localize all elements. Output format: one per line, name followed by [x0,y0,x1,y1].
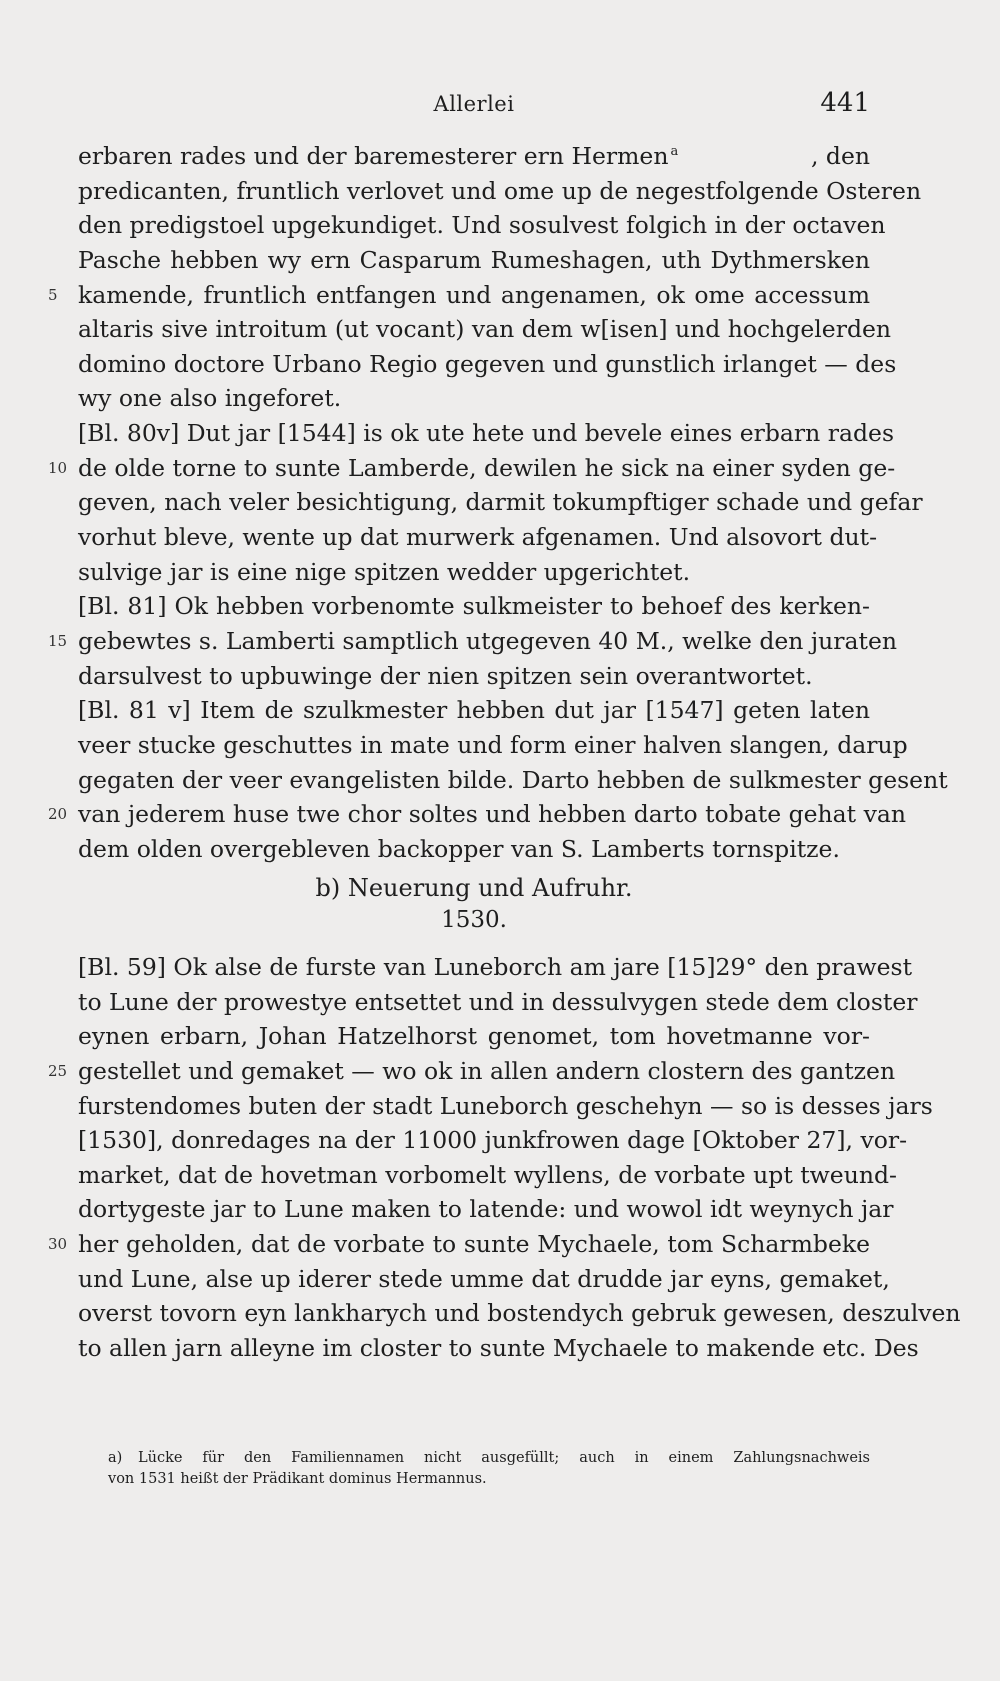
line-text: [Bl. 80v] Dut jar [1544] is ok ute hete und bevele eines erbarn rades [78,419,895,448]
text-line [78,1089,933,1124]
line-text: kamende, fruntlich entfangen und angenamen, ok ome accessum [78,280,870,309]
text-line [78,1019,870,1054]
footnote-label: a) [108,1450,123,1466]
page-number: 441 [820,88,870,118]
text-line [78,693,870,728]
footnote-text: von 1531 heißt der Prädikant dominus Hermannus. [108,1471,487,1487]
text-line [78,555,870,590]
text-line [78,950,913,985]
line-text: market, dat de hovetman vorbomelt wyllens, de vorbate upt tweund- [78,1160,897,1189]
text-line [78,589,870,624]
line-text: dortygeste jar to Lune maken to latende: und wowol idt weynych jar [78,1195,894,1224]
text-line [78,208,886,243]
line-number: 15 [48,631,68,650]
text-line [78,243,870,278]
text-block-neuerung [48,950,961,1366]
text-line [48,624,898,659]
running-head [78,86,870,126]
text-block-allerlei [48,139,948,866]
text-line [48,1227,870,1262]
footnote-line [78,1448,870,1469]
line-text: [1530], donredages na der 11000 junkfrowen dage [Oktober 27], vor- [78,1126,908,1155]
line-text: [Bl. 81] Ok hebben vorbenomte sulkmeister to behoef des kerken- [78,592,870,621]
line-number: 25 [48,1061,68,1080]
line-text: to allen jarn alleyne im closter to sunte Mychaele to makende etc. Des [78,1334,919,1363]
text-line [78,485,923,520]
text-line [78,174,922,209]
text-line [78,985,918,1020]
line-text: dem olden overgebleven backopper van S. Lamberts tornspitze. [78,834,840,863]
line-text: Pasche hebben wy ern Casparum Rumeshagen, uth Dythmersken [78,245,870,274]
line-text: de olde torne to sunte Lamberde, dewilen he sick na einer syden ge- [78,453,896,482]
text-line [78,312,892,347]
line-text: altaris sive introitum (ut vocant) van dem w[isen] und hochgelerden [78,315,892,344]
line-number: 10 [48,458,68,477]
text-line [78,659,870,694]
footnote-text: Lücke für den Familiennamen nicht ausgefüllt; auch in einem Zahlungsnachweis [138,1450,870,1466]
text-line [78,1331,919,1366]
text-line [78,1158,897,1193]
line-text: geven, nach veler besichtigung, darmit tokumpftiger schade und gefar [78,488,923,517]
line-text: overst tovorn eyn lankharych und bostendych gebruk gewesen, deszulven [78,1299,961,1328]
text-line [78,416,895,451]
running-title: Allerlei [433,92,515,116]
text-line [78,520,878,555]
line-text: und Lune, alse up iderer stede umme dat drudde jar eyns, gemaket, [78,1264,890,1293]
text-line [48,797,906,832]
text-line [78,1262,890,1297]
text-line [78,763,948,798]
section-heading [78,872,870,936]
section-title: b) Neuerung und Aufruhr. [315,874,633,902]
text-line [78,347,897,382]
text-line [78,1192,894,1227]
line-text: gestellet und gemaket — wo ok in allen andern clostern des gantzen [78,1056,896,1085]
line-text: predicanten, fruntlich verlovet und ome up de negestfolgende Osteren [78,176,922,205]
footnotes [78,1448,870,1490]
text-line [78,139,870,174]
line-text: her geholden, dat de vorbate to sunte Mychaele, tom Scharmbeke [78,1230,870,1259]
line-text: [Bl. 59] Ok alse de furste van Luneborch am jare [15]29° den prawest [78,953,913,981]
text-line [78,728,908,763]
line-text: den predigstoel upgekundiget. Und sosulvest folgich in der octaven [78,211,886,240]
text-line [78,1123,908,1158]
text-line [48,451,896,486]
line-text: to Lune der prowestye entsettet und in dessulvygen stede dem closter [78,987,918,1016]
text-line [78,832,870,867]
text-line [48,278,870,313]
section-year: 1530. [441,907,507,933]
line-text: darsulvest to upbuwinge der nien spitzen sein overantwortet. [78,661,813,690]
line-text: [Bl. 81 v] Item de szulkmester hebben dut jar [1547] geten laten [78,696,870,725]
line-text: vorhut bleve, wente up dat murwerk afgenamen. Und alsovort dut- [78,523,878,552]
line-text: veer stucke geschuttes in mate und form einer halven slangen, darup [78,730,908,759]
text-line [78,381,870,416]
text-line [78,1296,961,1331]
line-text: erbaren rades und der baremesterer ern Hermen [78,142,669,170]
line-text: gebewtes s. Lamberti samptlich utgegeven 40 M., welke den juraten [78,626,898,655]
line-number: 5 [48,285,58,304]
footnote-line [78,1469,870,1490]
line-text: wy one also ingeforet. [78,384,342,413]
line-text: domino doctore Urbano Regio gegeven und gunstlich irlanget — des [78,349,897,378]
line-number: 20 [48,805,68,824]
line-text: van jederem huse twe chor soltes und hebben darto tobate gehat van [78,800,906,829]
line-number: 30 [48,1235,68,1254]
line-text: gegaten der veer evangelisten bilde. Darto hebben de sulkmester gesent [78,765,948,794]
footnote-marker: a [670,144,679,160]
line-text-tail: , den [810,142,870,170]
text-line [48,1054,896,1089]
line-text: sulvige jar is eine nige spitzen wedder upgerichtet. [78,557,691,586]
line-text: eynen erbarn, Johan Hatzelhorst genomet, tom hovetmanne vor- [78,1022,870,1051]
line-text: furstendomes buten der stadt Luneborch geschehyn — so is desses jars [78,1091,933,1120]
